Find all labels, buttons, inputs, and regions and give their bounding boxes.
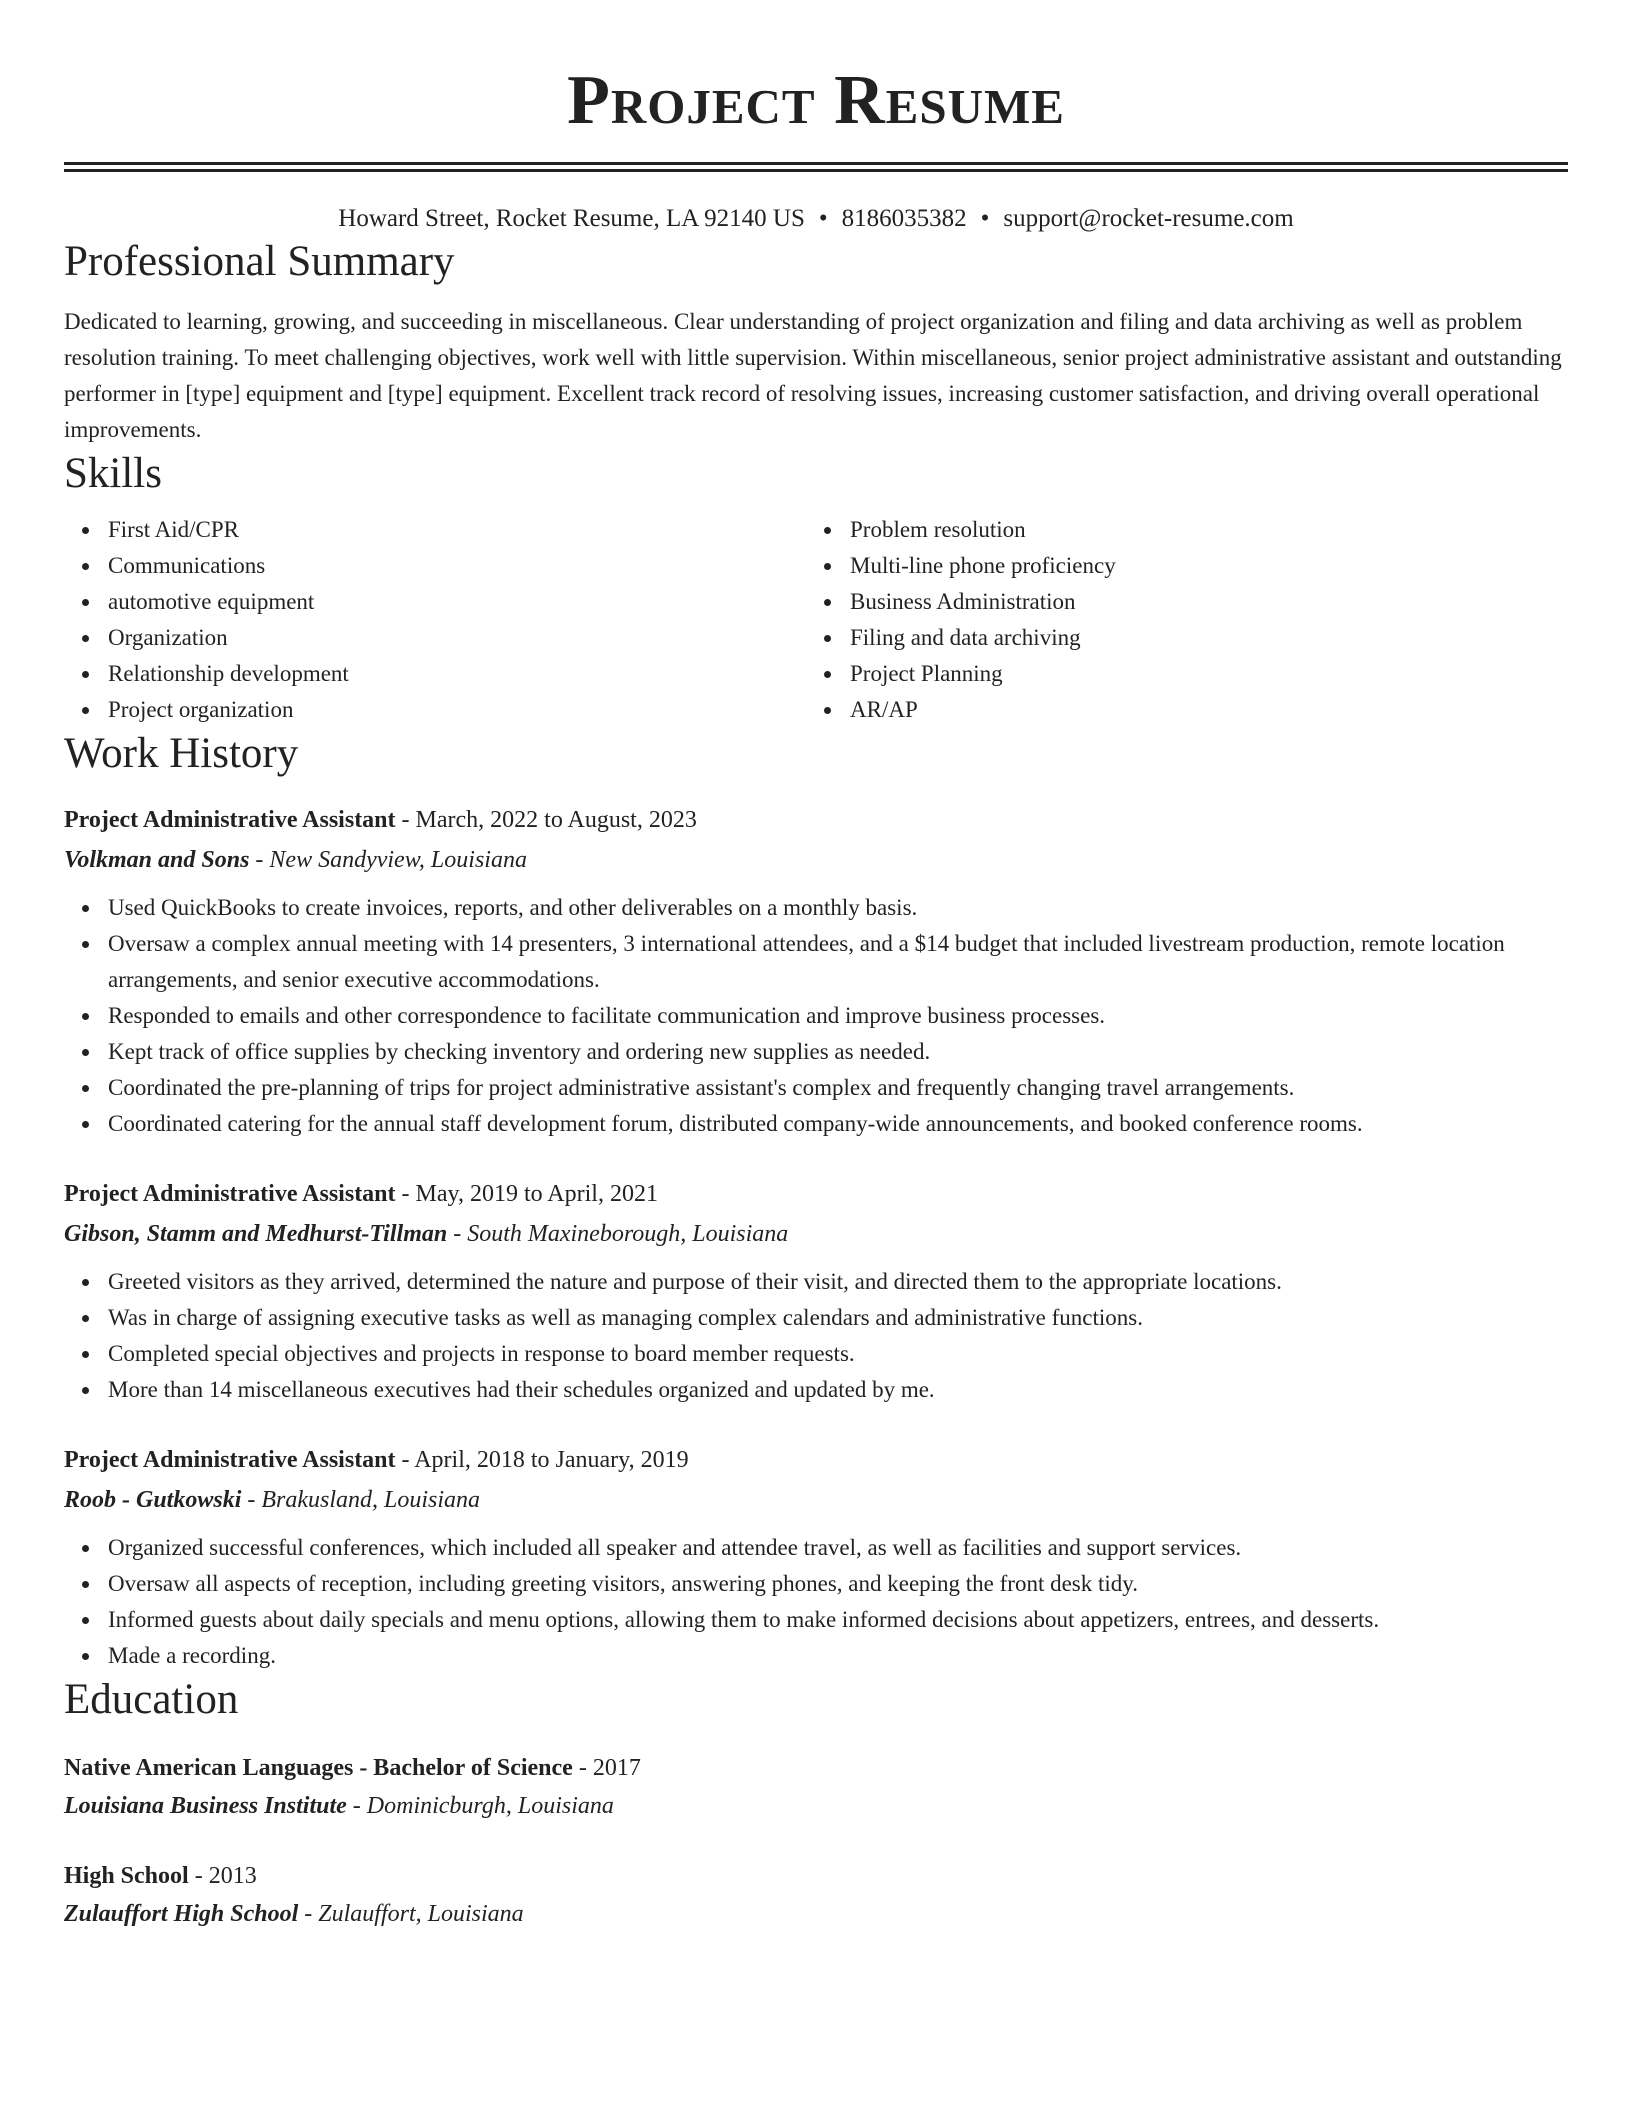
skills-list — [64, 512, 1568, 728]
graduation-year: - 2017 — [572, 1755, 641, 1781]
duty-item: Completed special objectives and projects in response to board member requests. — [64, 1336, 1568, 1372]
duty-item: Coordinated catering for the annual staff development forum, distributed company-wide announcements, and booked conference rooms. — [64, 1106, 1568, 1142]
duty-item: Oversaw all aspects of reception, including greeting visitors, answering phones, and keeping the front desk tidy. — [64, 1566, 1568, 1602]
company-location: - Brakusland, Louisiana — [241, 1487, 481, 1513]
duty-item: Coordinated the pre-planning of trips for project administrative assistant's complex and frequently changing travel arrangements. — [64, 1070, 1568, 1106]
job-duties — [64, 890, 1568, 1142]
skill-item: Communications — [64, 548, 806, 584]
contact-line — [64, 202, 1568, 236]
job-title-line — [64, 802, 1568, 838]
company-line — [64, 1482, 1568, 1518]
summary-heading: Professional Summary — [64, 238, 455, 285]
skills-heading: Skills — [64, 450, 162, 497]
summary-text: Dedicated to learning, growing, and succeeding in miscellaneous. Clear understanding of project organization and filing and data archiving as well as problem resolution training. To meet challenging objectives, work well with little supervision. Within miscellaneous, senior project administrative assistant and outstanding performer in [type] equipment and [type] equipment. Excellent track record of resolving issues, increasing customer satisfaction, and driving overall operational improvements. — [64, 309, 1562, 442]
title-double-rule — [64, 162, 1568, 172]
job-duties — [64, 1264, 1568, 1408]
company-line — [64, 1216, 1568, 1252]
duty-item: Informed guests about daily specials and menu options, allowing them to make informed decisions about appetizers, entrees, and desserts. — [64, 1602, 1568, 1638]
skill-item: Project organization — [64, 692, 806, 728]
degree-name: High School — [64, 1863, 189, 1889]
company-location: - New Sandyview, Louisiana — [249, 847, 527, 873]
contact-phone: 8186035382 — [841, 205, 967, 232]
school-line — [64, 1896, 1568, 1932]
contact-address: Howard Street, Rocket Resume, LA 92140 US — [338, 205, 805, 232]
degree-name: Native American Languages - Bachelor of Science — [64, 1755, 573, 1781]
skill-item: Multi-line phone proficiency — [806, 548, 1548, 584]
duty-item: More than 14 miscellaneous executives had their schedules organized and updated by me. — [64, 1372, 1568, 1408]
job-dates: - March, 2022 to August, 2023 — [395, 807, 697, 833]
skills-column-right — [806, 512, 1548, 728]
duty-item: Used QuickBooks to create invoices, reports, and other deliverables on a monthly basis. — [64, 890, 1568, 926]
education-heading: Education — [64, 1676, 239, 1723]
company-location: - South Maxineborough, Louisiana — [447, 1221, 789, 1247]
job-entry — [64, 802, 1568, 1142]
skill-item: Relationship development — [64, 656, 806, 692]
contact-separator: • — [818, 205, 828, 232]
job-entry — [64, 1442, 1568, 1674]
job-title: Project Administrative Assistant — [64, 807, 396, 833]
school-name: Louisiana Business Institute — [64, 1793, 347, 1819]
skill-item: Organization — [64, 620, 806, 656]
skill-item: Problem resolution — [806, 512, 1548, 548]
contact-email: support@rocket-resume.com — [1003, 205, 1294, 232]
job-title-line — [64, 1176, 1568, 1212]
work-history-heading: Work History — [64, 730, 299, 777]
duty-item: Responded to emails and other correspondence to facilitate communication and improve business processes. — [64, 998, 1568, 1034]
school-name: Zulauffort High School — [64, 1901, 299, 1927]
company-name: Gibson, Stamm and Medhurst-Tillman — [64, 1221, 448, 1247]
degree-line — [64, 1858, 1568, 1894]
job-title-line — [64, 1442, 1568, 1478]
skill-item: Project Planning — [806, 656, 1548, 692]
company-name: Volkman and Sons — [64, 847, 250, 873]
job-dates: - April, 2018 to January, 2019 — [395, 1447, 689, 1473]
graduation-year: - 2013 — [188, 1863, 257, 1889]
school-location: - Dominicburgh, Louisiana — [346, 1793, 614, 1819]
skill-item: First Aid/CPR — [64, 512, 806, 548]
job-title: Project Administrative Assistant — [64, 1181, 396, 1207]
job-title: Project Administrative Assistant — [64, 1447, 396, 1473]
company-name: Roob - Gutkowski — [64, 1487, 242, 1513]
job-dates: - May, 2019 to April, 2021 — [395, 1181, 658, 1207]
degree-line — [64, 1750, 1568, 1786]
school-line — [64, 1788, 1568, 1824]
company-line — [64, 842, 1568, 878]
education-entry — [64, 1750, 1568, 1824]
resume-title: Project Resume — [567, 62, 1065, 139]
contact-separator: • — [980, 205, 990, 232]
duty-item: Was in charge of assigning executive tasks as well as managing complex calendars and administrative functions. — [64, 1300, 1568, 1336]
duty-item: Made a recording. — [64, 1638, 1568, 1674]
school-location: - Zulauffort, Louisiana — [298, 1901, 524, 1927]
skill-item: Filing and data archiving — [806, 620, 1548, 656]
job-duties — [64, 1530, 1568, 1674]
education-entry — [64, 1858, 1568, 1932]
duty-item: Greeted visitors as they arrived, determined the nature and purpose of their visit, and directed them to the appropriate locations. — [64, 1264, 1568, 1300]
duty-item: Kept track of office supplies by checking inventory and ordering new supplies as needed. — [64, 1034, 1568, 1070]
skills-column-left — [64, 512, 806, 728]
job-entry — [64, 1176, 1568, 1408]
skill-item: AR/AP — [806, 692, 1548, 728]
skill-item: automotive equipment — [64, 584, 806, 620]
skill-item: Business Administration — [806, 584, 1548, 620]
duty-item: Organized successful conferences, which included all speaker and attendee travel, as well as facilities and support services. — [64, 1530, 1568, 1566]
duty-item: Oversaw a complex annual meeting with 14 presenters, 3 international attendees, and a $14 budget that included livestream production, remote location arrangements, and senior executive accommodations. — [64, 926, 1568, 998]
